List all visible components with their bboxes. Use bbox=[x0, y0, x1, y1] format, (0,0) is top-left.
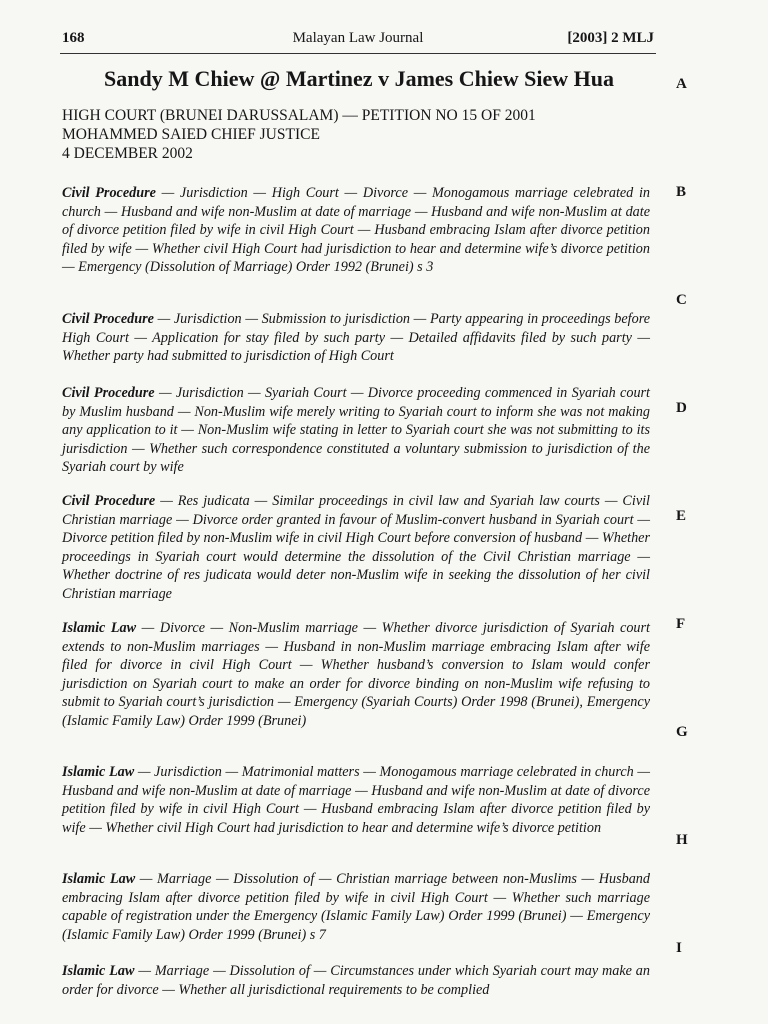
catchword-subject: Islamic Law bbox=[62, 764, 135, 780]
page-number: 168 bbox=[62, 30, 85, 46]
catchword-subject: Civil Procedure bbox=[62, 385, 155, 401]
catchword-text: — Jurisdiction — Syariah Court — Divorce proceeding commenced in Syariah court by Muslim husband — Non-Muslim wife merely writing to Syariah court to inform she was not making any application to it — Non-Muslim wife stating in letter to Syariah court she was not submitting to its jurisdiction — Whether such correspondence constituted a voluntary submission to jurisdiction of the Syariah court by wife bbox=[62, 385, 651, 475]
margin-letter-c: C bbox=[676, 292, 687, 308]
judge-line: MOHAMMED SAIED CHIEF JUSTICE bbox=[62, 126, 320, 143]
running-header bbox=[62, 30, 654, 52]
catchword-text: — Marriage — Dissolution of — Circumstances under which Syariah court may make an order for divorce — Whether all jurisdictional requirements to be complied bbox=[62, 963, 650, 998]
margin-letter-a: A bbox=[676, 76, 687, 92]
catchword-paragraph bbox=[62, 310, 650, 366]
catchword-text: — Jurisdiction — Submission to jurisdiction — Party appearing in proceedings before High Court — Application for stay filed by such party — Detailed affidavits filed by such party — Whether party had submitted to jurisdiction of High Court bbox=[62, 311, 651, 364]
catchword-subject: Islamic Law bbox=[62, 963, 135, 979]
catchword-subject: Islamic Law bbox=[62, 620, 137, 636]
catchword-subject: Civil Procedure bbox=[62, 311, 154, 327]
catchword-paragraph bbox=[62, 619, 650, 730]
catchword-subject: Civil Procedure bbox=[62, 493, 156, 509]
catchword-paragraph bbox=[62, 870, 650, 944]
margin-letter-e: E bbox=[676, 508, 687, 524]
journal-citation: [2003] 2 MLJ bbox=[567, 30, 654, 46]
margin-letter-b: B bbox=[676, 184, 687, 200]
catchword-paragraph bbox=[62, 962, 650, 999]
margin-letter-d: D bbox=[676, 400, 687, 416]
margin-letter-i: I bbox=[676, 940, 682, 956]
court-line: HIGH COURT (BRUNEI DARUSSALAM) — PETITION NO 15 OF 2001 bbox=[62, 107, 536, 124]
catchword-paragraph bbox=[62, 492, 650, 603]
catchword-paragraph bbox=[62, 184, 650, 277]
catchword-subject: Islamic Law bbox=[62, 871, 136, 887]
catchword-subject: Civil Procedure bbox=[62, 185, 156, 201]
catchword-text: — Jurisdiction — High Court — Divorce — Monogamous marriage celebrated in church — Husband and wife non-Muslim at date of marriage — Husband and wife non-Muslim at date of divorce petition filed by wife in civil High Court — Husband embracing Islam after divorce petition filed by wife — Whether civil High Court had jurisdiction to hear and determine wife’s divorce petition — Emergency (Dissolution of Marriage) Order 1992 (Brunei) s 3 bbox=[62, 185, 650, 275]
margin-letter-g: G bbox=[676, 724, 688, 740]
catchword-text: — Res judicata — Similar proceedings in civil law and Syariah law courts — Civil Christian marriage — Divorce order granted in favour of Muslim-convert husband in Syariah court — Divorce petition filed by non-Muslim wife in civil High Court before conversion of husband — Whether proceedings in Syariah court would determine the dissolution of the Civil Christian marriage — Whether doctrine of res judicata would deter non-Muslim wife in seeking the dissolution of her civil Christian marriage bbox=[62, 493, 650, 602]
case-title: Sandy M Chiew @ Martinez v James Chiew Siew Hua bbox=[104, 66, 614, 91]
catchword-paragraph bbox=[62, 384, 650, 477]
header-rule bbox=[60, 53, 656, 54]
court-details bbox=[62, 106, 652, 163]
catchword-text: — Jurisdiction — Matrimonial matters — Monogamous marriage celebrated in church — Husband and wife non-Muslim at date of marriage — Husband and wife non-Muslim at date of divorce petition filed by wife in civil High Court — Husband embracing Islam after divorce petition filed by wife — Whether civil High Court had jurisdiction to hear and determine wife’s divorce petition bbox=[62, 764, 651, 836]
catchword-paragraph bbox=[62, 763, 650, 837]
decision-date: 4 DECEMBER 2002 bbox=[62, 145, 193, 162]
catchword-text: — Divorce — Non-Muslim marriage — Whether divorce jurisdiction of Syariah court extends to non-Muslim marriages — Husband in non-Muslim marriage embracing Islam after wife filed for divorce in civil High Court — Whether husband’s conversion to Islam would confer jurisdiction on Syariah court to make an order for divorce binding on non-Muslim wife refusing to submit to Syariah court’s jurisdiction — Emergency (Syariah Courts) Order 1998 (Brunei), Emergency (Islamic Family Law) Order 1999 (Brunei) bbox=[62, 620, 650, 729]
journal-name: Malayan Law Journal bbox=[292, 30, 424, 46]
margin-letter-f: F bbox=[676, 616, 686, 632]
catchword-text: — Marriage — Dissolution of — Christian marriage between non-Muslims — Husband embracing Islam after divorce petition filed by wife in civil High Court — Whether such marriage capable of registration under the Emergency (Islamic Family Law) Order 1999 (Brunei) — Emergency (Islamic Family Law) Order 1999 (Brunei) s 7 bbox=[62, 871, 650, 943]
margin-letter-h: H bbox=[676, 832, 688, 848]
